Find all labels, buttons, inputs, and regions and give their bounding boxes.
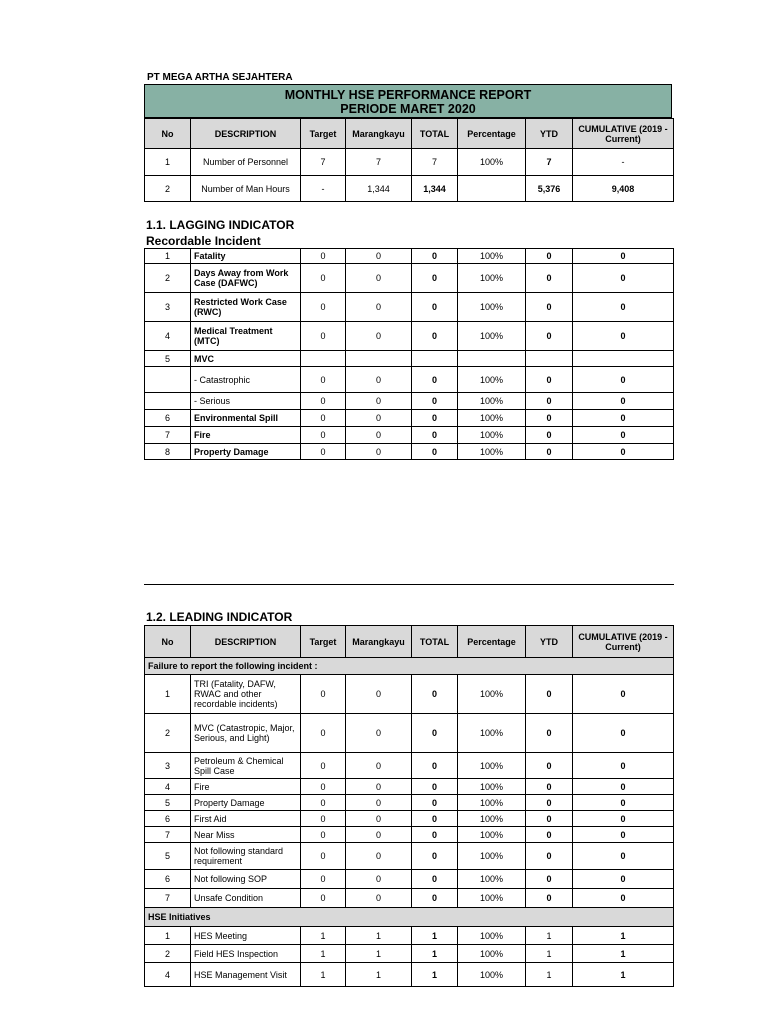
row-percentage: 100% bbox=[458, 293, 526, 322]
table-row bbox=[145, 927, 674, 945]
row-ytd: 0 bbox=[526, 827, 573, 843]
row-cumulative: 0 bbox=[573, 827, 674, 843]
row-description: Unsafe Condition bbox=[191, 889, 301, 908]
row-no: 6 bbox=[145, 410, 191, 427]
row-total: 0 bbox=[412, 714, 458, 753]
row-no: 1 bbox=[145, 149, 191, 176]
leading-table bbox=[144, 625, 674, 987]
row-total: 0 bbox=[412, 264, 458, 293]
row-no: 2 bbox=[145, 714, 191, 753]
table-row bbox=[145, 714, 674, 753]
row-site: 0 bbox=[346, 427, 412, 444]
row-no: 4 bbox=[145, 322, 191, 351]
row-target: 7 bbox=[301, 149, 346, 176]
row-percentage: 100% bbox=[458, 795, 526, 811]
row-description: Medical Treatment (MTC) bbox=[191, 322, 301, 351]
row-cumulative: 0 bbox=[573, 843, 674, 870]
row-ytd: 1 bbox=[526, 963, 573, 987]
row-ytd: 5,376 bbox=[526, 176, 573, 202]
row-site: 0 bbox=[346, 870, 412, 889]
row-ytd: 0 bbox=[526, 675, 573, 714]
table-row bbox=[145, 393, 674, 410]
row-total: 0 bbox=[412, 811, 458, 827]
row-percentage: 100% bbox=[458, 149, 526, 176]
col-header-no: No bbox=[145, 626, 191, 658]
col-header-percentage: Percentage bbox=[458, 626, 526, 658]
table-row bbox=[145, 351, 674, 367]
table-row bbox=[145, 811, 674, 827]
row-site: 0 bbox=[346, 410, 412, 427]
row-percentage: 100% bbox=[458, 427, 526, 444]
col-header-total: TOTAL bbox=[412, 626, 458, 658]
page-divider bbox=[144, 584, 674, 585]
row-cumulative: 1 bbox=[573, 963, 674, 987]
row-cumulative: 0 bbox=[573, 410, 674, 427]
row-total: 0 bbox=[412, 753, 458, 779]
row-description: Property Damage bbox=[191, 444, 301, 460]
row-site: 0 bbox=[346, 444, 412, 460]
row-total: 0 bbox=[412, 843, 458, 870]
col-header-total: TOTAL bbox=[412, 119, 458, 149]
row-total bbox=[412, 351, 458, 367]
row-site: 0 bbox=[346, 889, 412, 908]
row-total: 0 bbox=[412, 293, 458, 322]
row-description: TRI (Fatality, DAFW, RWAC and other recordable incidents) bbox=[191, 675, 301, 714]
row-description: Near Miss bbox=[191, 827, 301, 843]
row-cumulative: 1 bbox=[573, 927, 674, 945]
row-target: 0 bbox=[301, 795, 346, 811]
row-target: - bbox=[301, 176, 346, 202]
row-description: HES Meeting bbox=[191, 927, 301, 945]
row-no bbox=[145, 393, 191, 410]
row-site: 1 bbox=[346, 945, 412, 963]
table-row bbox=[145, 427, 674, 444]
row-total: 0 bbox=[412, 249, 458, 264]
row-target: 0 bbox=[301, 249, 346, 264]
summary-header-row bbox=[145, 119, 674, 149]
table-row bbox=[145, 827, 674, 843]
row-target: 0 bbox=[301, 753, 346, 779]
row-cumulative: 0 bbox=[573, 675, 674, 714]
row-target: 0 bbox=[301, 367, 346, 393]
row-site: 0 bbox=[346, 827, 412, 843]
row-ytd: 0 bbox=[526, 779, 573, 795]
row-target: 1 bbox=[301, 945, 346, 963]
row-site bbox=[346, 351, 412, 367]
row-ytd: 0 bbox=[526, 444, 573, 460]
row-ytd: 1 bbox=[526, 945, 573, 963]
row-no: 7 bbox=[145, 427, 191, 444]
row-cumulative: - bbox=[573, 149, 674, 176]
row-ytd: 0 bbox=[526, 753, 573, 779]
row-site: 0 bbox=[346, 293, 412, 322]
table-row bbox=[145, 176, 674, 202]
row-percentage: 100% bbox=[458, 675, 526, 714]
row-cumulative: 0 bbox=[573, 795, 674, 811]
row-site: 0 bbox=[346, 393, 412, 410]
row-percentage: 100% bbox=[458, 393, 526, 410]
leading-header-row bbox=[145, 626, 674, 658]
table-row bbox=[145, 843, 674, 870]
row-cumulative: 0 bbox=[573, 870, 674, 889]
row-target: 0 bbox=[301, 714, 346, 753]
row-description: Fatality bbox=[191, 249, 301, 264]
row-total: 0 bbox=[412, 779, 458, 795]
row-site: 0 bbox=[346, 367, 412, 393]
row-target: 0 bbox=[301, 393, 346, 410]
row-site: 0 bbox=[346, 811, 412, 827]
row-description: Petroleum & Chemical Spill Case bbox=[191, 753, 301, 779]
lagging-table bbox=[144, 248, 674, 460]
row-description: Not following SOP bbox=[191, 870, 301, 889]
row-percentage: 100% bbox=[458, 963, 526, 987]
row-percentage: 100% bbox=[458, 410, 526, 427]
row-percentage: 100% bbox=[458, 927, 526, 945]
table-row bbox=[145, 444, 674, 460]
failure-section-header bbox=[145, 658, 674, 675]
table-row bbox=[145, 293, 674, 322]
row-description: - Serious bbox=[191, 393, 301, 410]
row-total: 0 bbox=[412, 322, 458, 351]
row-total: 1 bbox=[412, 927, 458, 945]
leading-title: 1.2. LEADING INDICATOR bbox=[146, 610, 293, 624]
row-ytd: 0 bbox=[526, 795, 573, 811]
table-row bbox=[145, 753, 674, 779]
table-row bbox=[145, 322, 674, 351]
row-no: 4 bbox=[145, 963, 191, 987]
row-no: 5 bbox=[145, 351, 191, 367]
row-total: 0 bbox=[412, 870, 458, 889]
row-site: 1 bbox=[346, 927, 412, 945]
col-header-percentage: Percentage bbox=[458, 119, 526, 149]
row-ytd: 1 bbox=[526, 927, 573, 945]
row-total: 0 bbox=[412, 827, 458, 843]
row-target: 0 bbox=[301, 675, 346, 714]
row-target: 0 bbox=[301, 827, 346, 843]
row-description: Days Away from Work Case (DAFWC) bbox=[191, 264, 301, 293]
row-description: First Aid bbox=[191, 811, 301, 827]
report-title: MONTHLY HSE PERFORMANCE REPORT bbox=[284, 88, 532, 102]
row-percentage: 100% bbox=[458, 779, 526, 795]
row-no: 4 bbox=[145, 779, 191, 795]
row-percentage: 100% bbox=[458, 322, 526, 351]
row-site: 0 bbox=[346, 675, 412, 714]
col-header-target: Target bbox=[301, 626, 346, 658]
row-site: 0 bbox=[346, 843, 412, 870]
row-site: 0 bbox=[346, 264, 412, 293]
row-cumulative: 0 bbox=[573, 293, 674, 322]
row-no: 2 bbox=[145, 945, 191, 963]
row-no: 6 bbox=[145, 811, 191, 827]
row-site: 0 bbox=[346, 322, 412, 351]
table-row bbox=[145, 249, 674, 264]
row-ytd: 0 bbox=[526, 843, 573, 870]
row-no: 5 bbox=[145, 795, 191, 811]
row-ytd: 7 bbox=[526, 149, 573, 176]
row-no: 7 bbox=[145, 827, 191, 843]
row-target: 0 bbox=[301, 811, 346, 827]
row-total: 0 bbox=[412, 444, 458, 460]
row-cumulative: 1 bbox=[573, 945, 674, 963]
row-target: 1 bbox=[301, 963, 346, 987]
row-no: 3 bbox=[145, 293, 191, 322]
row-target: 1 bbox=[301, 927, 346, 945]
report-period: PERIODE MARET 2020 bbox=[340, 102, 476, 116]
table-row bbox=[145, 779, 674, 795]
row-total: 0 bbox=[412, 675, 458, 714]
table-row bbox=[145, 795, 674, 811]
row-total: 0 bbox=[412, 410, 458, 427]
row-target: 0 bbox=[301, 444, 346, 460]
row-site: 1,344 bbox=[346, 176, 412, 202]
row-total: 7 bbox=[412, 149, 458, 176]
row-target: 0 bbox=[301, 779, 346, 795]
lagging-title: 1.1. LAGGING INDICATOR bbox=[146, 218, 295, 232]
row-site: 0 bbox=[346, 753, 412, 779]
row-ytd: 0 bbox=[526, 393, 573, 410]
row-cumulative: 0 bbox=[573, 427, 674, 444]
row-total: 1,344 bbox=[412, 176, 458, 202]
row-ytd: 0 bbox=[526, 322, 573, 351]
row-total: 0 bbox=[412, 393, 458, 410]
table-row bbox=[145, 264, 674, 293]
failure-section-header-label: Failure to report the following incident : bbox=[145, 658, 674, 675]
row-site: 0 bbox=[346, 714, 412, 753]
row-target: 0 bbox=[301, 410, 346, 427]
row-no: 2 bbox=[145, 176, 191, 202]
row-percentage: 100% bbox=[458, 811, 526, 827]
row-cumulative: 9,408 bbox=[573, 176, 674, 202]
row-no: 5 bbox=[145, 843, 191, 870]
summary-table bbox=[144, 118, 674, 202]
row-no: 6 bbox=[145, 870, 191, 889]
row-percentage: 100% bbox=[458, 714, 526, 753]
row-cumulative: 0 bbox=[573, 393, 674, 410]
row-percentage: 100% bbox=[458, 753, 526, 779]
col-header-cumulative: CUMULATIVE (2019 - Current) bbox=[573, 626, 674, 658]
row-target: 0 bbox=[301, 427, 346, 444]
table-row bbox=[145, 963, 674, 987]
row-percentage: 100% bbox=[458, 264, 526, 293]
row-cumulative: 0 bbox=[573, 367, 674, 393]
row-description: Number of Man Hours bbox=[191, 176, 301, 202]
initiatives-section-header-label: HSE Initiatives bbox=[145, 908, 674, 927]
row-ytd: 0 bbox=[526, 427, 573, 444]
col-header-description: DESCRIPTION bbox=[191, 119, 301, 149]
row-no bbox=[145, 367, 191, 393]
row-site: 0 bbox=[346, 249, 412, 264]
col-header-site: Marangkayu bbox=[346, 119, 412, 149]
row-ytd: 0 bbox=[526, 410, 573, 427]
row-cumulative: 0 bbox=[573, 322, 674, 351]
row-target: 0 bbox=[301, 889, 346, 908]
table-row bbox=[145, 149, 674, 176]
row-description: - Catastrophic bbox=[191, 367, 301, 393]
row-site: 7 bbox=[346, 149, 412, 176]
row-percentage: 100% bbox=[458, 367, 526, 393]
row-description: HSE Management Visit bbox=[191, 963, 301, 987]
row-target: 0 bbox=[301, 264, 346, 293]
row-percentage: 100% bbox=[458, 870, 526, 889]
table-row bbox=[145, 870, 674, 889]
row-cumulative bbox=[573, 351, 674, 367]
row-target: 0 bbox=[301, 870, 346, 889]
table-row bbox=[145, 889, 674, 908]
row-no: 3 bbox=[145, 753, 191, 779]
row-site: 0 bbox=[346, 779, 412, 795]
col-header-ytd: YTD bbox=[526, 626, 573, 658]
row-no: 8 bbox=[145, 444, 191, 460]
row-description: Not following standard requirement bbox=[191, 843, 301, 870]
row-cumulative: 0 bbox=[573, 264, 674, 293]
row-ytd: 0 bbox=[526, 889, 573, 908]
company-name: PT MEGA ARTHA SEJAHTERA bbox=[147, 72, 293, 83]
initiatives-section-header bbox=[145, 908, 674, 927]
row-ytd: 0 bbox=[526, 811, 573, 827]
row-no: 2 bbox=[145, 264, 191, 293]
table-row bbox=[145, 367, 674, 393]
col-header-ytd: YTD bbox=[526, 119, 573, 149]
row-description: Fire bbox=[191, 779, 301, 795]
row-percentage: 100% bbox=[458, 843, 526, 870]
row-ytd: 0 bbox=[526, 249, 573, 264]
lagging-subtitle: Recordable Incident bbox=[146, 234, 261, 248]
row-description: MVC bbox=[191, 351, 301, 367]
row-percentage bbox=[458, 351, 526, 367]
row-percentage: 100% bbox=[458, 249, 526, 264]
row-description: Number of Personnel bbox=[191, 149, 301, 176]
row-cumulative: 0 bbox=[573, 714, 674, 753]
row-ytd: 0 bbox=[526, 870, 573, 889]
row-percentage bbox=[458, 176, 526, 202]
row-ytd: 0 bbox=[526, 264, 573, 293]
row-cumulative: 0 bbox=[573, 889, 674, 908]
row-no: 1 bbox=[145, 249, 191, 264]
row-no: 7 bbox=[145, 889, 191, 908]
row-description: Field HES Inspection bbox=[191, 945, 301, 963]
row-percentage: 100% bbox=[458, 444, 526, 460]
row-description: Property Damage bbox=[191, 795, 301, 811]
table-row bbox=[145, 945, 674, 963]
row-cumulative: 0 bbox=[573, 811, 674, 827]
table-row bbox=[145, 410, 674, 427]
col-header-cumulative: CUMULATIVE (2019 - Current) bbox=[573, 119, 674, 149]
row-percentage: 100% bbox=[458, 945, 526, 963]
row-cumulative: 0 bbox=[573, 753, 674, 779]
row-no: 1 bbox=[145, 927, 191, 945]
row-ytd: 0 bbox=[526, 293, 573, 322]
row-ytd: 0 bbox=[526, 714, 573, 753]
row-total: 0 bbox=[412, 795, 458, 811]
row-percentage: 100% bbox=[458, 827, 526, 843]
col-header-target: Target bbox=[301, 119, 346, 149]
row-cumulative: 0 bbox=[573, 779, 674, 795]
row-total: 0 bbox=[412, 367, 458, 393]
row-target: 0 bbox=[301, 843, 346, 870]
report-banner bbox=[144, 84, 672, 118]
row-description: Restricted Work Case (RWC) bbox=[191, 293, 301, 322]
col-header-description: DESCRIPTION bbox=[191, 626, 301, 658]
row-target: 0 bbox=[301, 293, 346, 322]
row-target: 0 bbox=[301, 322, 346, 351]
table-row bbox=[145, 675, 674, 714]
row-ytd: 0 bbox=[526, 367, 573, 393]
row-ytd bbox=[526, 351, 573, 367]
row-total: 0 bbox=[412, 889, 458, 908]
row-description: MVC (Catastropic, Major, Serious, and Light) bbox=[191, 714, 301, 753]
row-target bbox=[301, 351, 346, 367]
col-header-no: No bbox=[145, 119, 191, 149]
row-cumulative: 0 bbox=[573, 249, 674, 264]
row-total: 1 bbox=[412, 945, 458, 963]
row-site: 1 bbox=[346, 963, 412, 987]
row-description: Environmental Spill bbox=[191, 410, 301, 427]
row-site: 0 bbox=[346, 795, 412, 811]
row-cumulative: 0 bbox=[573, 444, 674, 460]
row-description: Fire bbox=[191, 427, 301, 444]
row-total: 1 bbox=[412, 963, 458, 987]
row-total: 0 bbox=[412, 427, 458, 444]
row-percentage: 100% bbox=[458, 889, 526, 908]
row-no: 1 bbox=[145, 675, 191, 714]
col-header-site: Marangkayu bbox=[346, 626, 412, 658]
